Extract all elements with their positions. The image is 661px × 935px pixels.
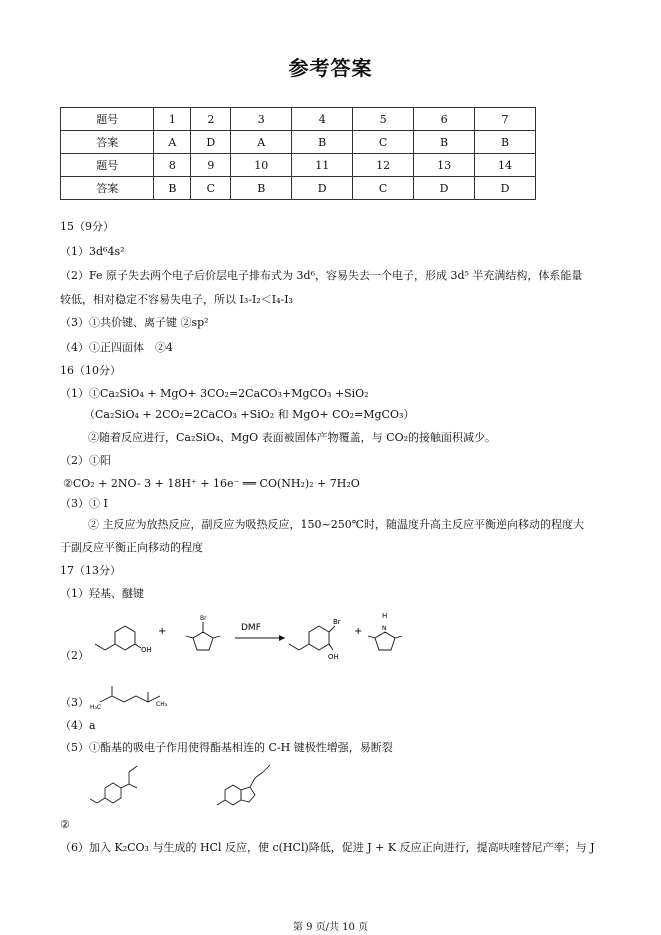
ch3-right-label: CH₃ [156,701,168,708]
nbs-structure [186,622,220,650]
q15-answer-3: （3）①共价键、离子键 ②sp² [60,316,209,329]
table-row [61,154,536,177]
table-cell: 13 [414,154,475,177]
q15-answer-1: （1）3d⁶4s² [60,245,125,258]
q15-heading: 15（9分） [60,220,114,233]
ester-intermediate-structure [90,766,137,803]
table-cell: C [191,177,231,200]
q17-answer-3-label: （3） [60,696,89,709]
q16-answer-3-2: ② 主反应为放热反应，副反应为吸热反应，150~250℃时，随温度升高主反应平衡逆向移动的程度大 [88,518,585,531]
succinimide-structure [368,632,402,650]
table-cell: 4 [292,108,353,131]
table-cell: D [475,177,536,200]
table-cell: 14 [475,154,536,177]
plus-sign-2: + [354,626,363,637]
q16-answer-2-2: ②CO₂ + 2NO- 3 + 18H⁺ + 16e⁻ ══ CO(NH₂)₂ + 7H₂O [63,477,360,490]
table-cell: A [231,131,292,154]
q16-answer-2-1: （2）①阳 [60,454,111,467]
table-cell: 12 [353,154,414,177]
q16-answer-1-reason: ②随着反应进行，Ca₂SiO₄、MgO 表面被固体产物覆盖，与 CO₂的接触面积减少。 [88,431,497,444]
product-structure [289,626,335,650]
q15-answer-4: （4）①正四面体 ②4 [60,341,173,354]
table-cell: 3 [231,108,292,131]
table-cell: C [353,177,414,200]
reactant-methoxyphenol-structure [95,626,141,650]
br-label: Br [200,615,207,622]
table-cell: 11 [292,154,353,177]
table-cell: B [292,131,353,154]
answer-5-structures [85,760,315,820]
q17-answer-4: （4）a [60,719,96,732]
q17-answer-5-1: （5）①酯基的吸电子作用使得酯基相连的 C-H 键极性增强，易断裂 [60,741,393,754]
table-cell: B [231,177,292,200]
table-row [61,131,536,154]
table-cell: B [414,131,475,154]
q16-heading: 16（10分） [60,364,121,377]
q16-answer-1-alt: （Ca₂SiO₄ + 2CO₂=2CaCO₃ +SiO₂ 和 MgO+ CO₂=MgCO₃） [84,408,415,421]
q16-answer-3-3: 于副反应平衡正向移动的程度 [60,541,203,554]
plus-sign: + [158,626,167,637]
table-cell: 10 [231,154,292,177]
table-cell: 1 [154,108,191,131]
q17-answer-1: （1）羟基、醚键 [60,587,144,600]
q16-answer-3-1: （3）① I [60,497,108,510]
product-br-label: Br [333,618,341,626]
table-row-header: 题号 [61,154,154,177]
table-cell: 5 [353,108,414,131]
answer-table [60,107,536,200]
table-cell: 7 [475,108,536,131]
table-cell: D [191,131,231,154]
reaction-scheme [85,610,525,690]
table-cell: D [414,177,475,200]
ch3-left-label: H₃C [90,704,102,711]
table-row-header: 答案 [61,131,154,154]
table-row-header: 题号 [61,108,154,131]
table-cell: 9 [191,154,231,177]
table-cell: 2 [191,108,231,131]
table-cell: B [154,177,191,200]
table-cell: C [353,131,414,154]
oh-label: OH [141,646,152,654]
table-row [61,108,536,131]
page-title: 参考答案 [288,56,373,80]
h-label: H [382,612,388,620]
page-footer: 第 9 页/共 10 页 [292,922,369,933]
q17-answer-5-2-label: ② [60,818,70,831]
reaction-arrow-head [279,635,285,641]
product-oh-label: OH [328,653,339,661]
q15-answer-2-line2: 较低，相对稳定不容易失电子，所以 I₃-I₂＜I₄-I₃ [60,293,293,306]
q16-answer-1-eq: （1）①Ca₂SiO₄ + MgO+ 3CO₂=2CaCO₃+MgCO₃ +SiO₂ [60,387,369,400]
q15-answer-2-line1: （2）Fe 原子失去两个电子后价层电子排布式为 3d⁶，容易失去一个电子，形成 3d⁵ 半充满结构，体系能量 [60,269,583,282]
table-cell: 6 [414,108,475,131]
table-row-header: 答案 [61,177,154,200]
benzofuran-ester-structure [217,765,270,805]
table-cell: B [475,131,536,154]
table-row [61,177,536,200]
table-cell: A [154,131,191,154]
q17-heading: 17（13分） [60,564,121,577]
table-cell: D [292,177,353,200]
q17-answer-6: （6）加入 K₂CO₃ 与生成的 HCl 反应，使 c(HCl)降低，促进 J + K 反应正向进行，提高呋喹替尼产率；与 J [60,841,595,854]
table-cell: 8 [154,154,191,177]
anhydride-structure [90,680,210,710]
n-label: N [382,625,387,632]
q17-answer-2-label: （2） [60,649,89,662]
reaction-condition: DMF [241,623,261,633]
